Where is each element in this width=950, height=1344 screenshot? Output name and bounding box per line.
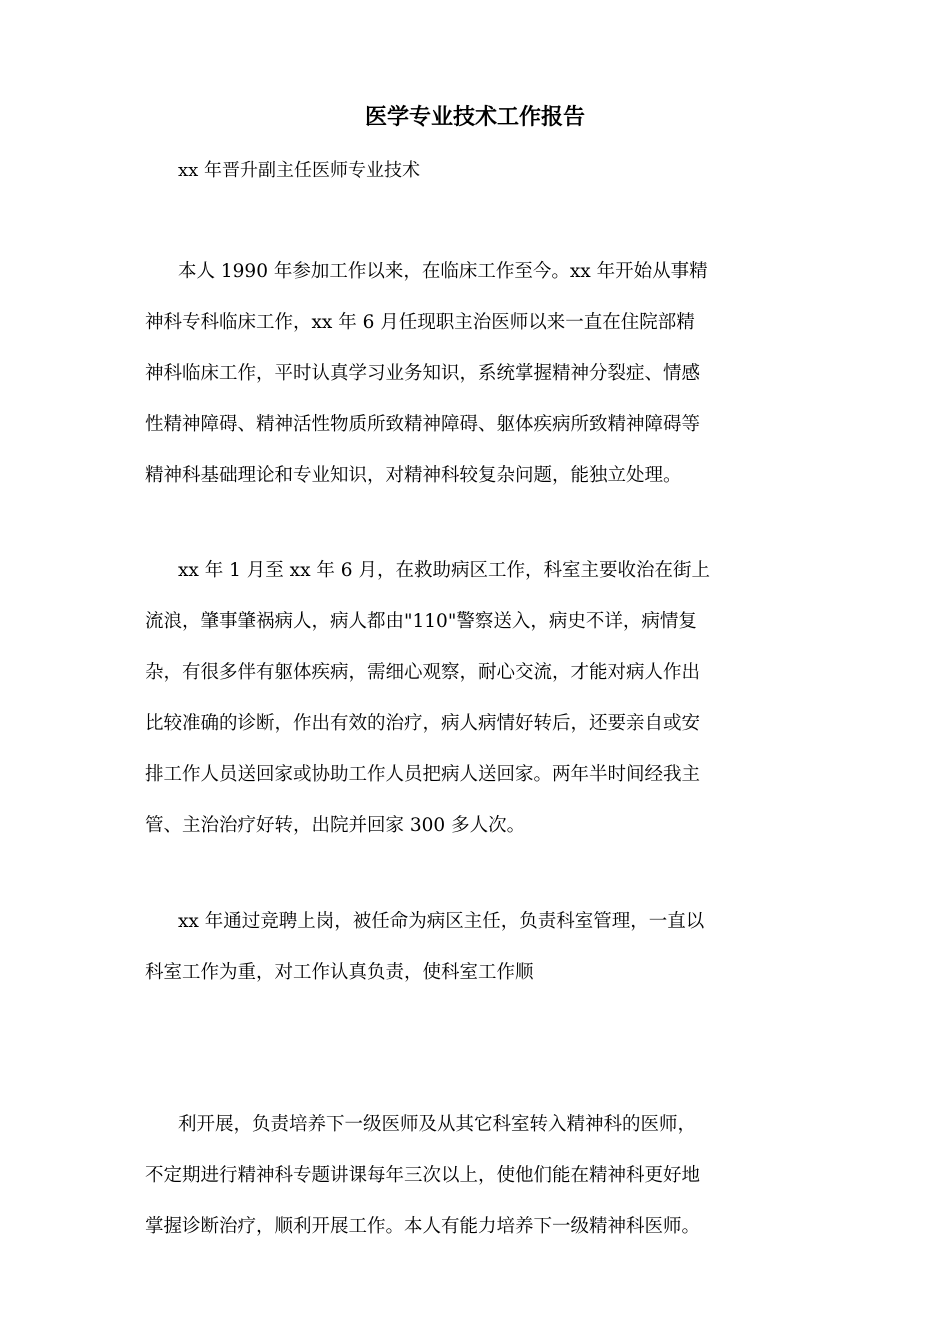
paragraph-line: 性精神障碍、精神活性物质所致精神障碍、躯体疾病所致精神障碍等 [145,414,701,435]
paragraph-line: 排工作人员送回家或协助工作人员把病人送回家。两年半时间经我主 [145,764,701,785]
paragraph-line: 精神科基础理论和专业知识，对精神科较复杂问题，能独立处理。 [145,465,682,486]
paragraph-2 [145,545,825,851]
paragraph-line: 流浪，肇事肇祸病人，病人都由"110"警察送入，病史不详，病情复 [145,611,697,632]
paragraph-line: xx 年通过竞聘上岗，被任命为病区主任，负责科室管理，一直以 [178,911,705,932]
document-subtitle: xx 年晋升副主任医师专业技术 [178,160,421,181]
document-title: 医学专业技术工作报告 [364,105,585,130]
paragraph-line: 管、主治治疗好转，出院并回家 300 多人次。 [145,815,526,836]
paragraph-line: 本人 1990 年参加工作以来，在临床工作至今。xx 年开始从事精 [178,261,708,282]
paragraph-1 [145,246,825,501]
paragraph-line: 科室工作为重，对工作认真负责，使科室工作顺 [145,962,534,983]
paragraph-line: 掌握诊断治疗，顺利开展工作。本人有能力培养下一级精神科医师。 [145,1216,701,1237]
paragraph-line: 不定期进行精神科专题讲课每年三次以上，使他们能在精神科更好地 [145,1165,701,1186]
paragraph-4 [145,1099,825,1252]
paragraph-line: 杂，有很多伴有躯体疾病，需细心观察，耐心交流，才能对病人作出 [145,662,701,683]
paragraph-line: xx 年 1 月至 xx 年 6 月，在救助病区工作，科室主要收治在街上 [178,560,710,581]
paragraph-line: 神科专科临床工作，xx 年 6 月任现职主治医师以来一直在住院部精 [145,312,695,333]
paragraph-line: 利开展，负责培养下一级医师及从其它科室转入精神科的医师， [178,1114,697,1135]
paragraph-3 [145,896,825,998]
paragraph-line: 神科临床工作，平时认真学习业务知识，系统掌握精神分裂症、情感 [145,363,701,384]
paragraph-line: 比较准确的诊断，作出有效的治疗，病人病情好转后，还要亲自或安 [145,713,701,734]
